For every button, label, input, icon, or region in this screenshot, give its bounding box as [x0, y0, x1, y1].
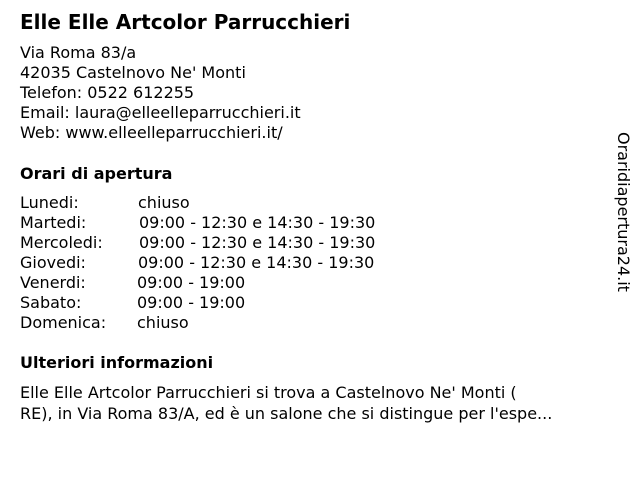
day-label: Giovedi:	[20, 253, 86, 272]
day-label: Venerdi:	[20, 273, 86, 292]
day-hours: chiuso	[138, 193, 190, 212]
day-hours: 09:00 - 19:00	[137, 293, 246, 312]
business-name: Elle Elle Artcolor Parrucchieri	[20, 10, 351, 34]
day-label: Lunedi:	[20, 193, 79, 212]
day-hours: chiuso	[137, 313, 189, 332]
day-label: Mercoledi:	[20, 233, 103, 252]
phone-number[interactable]: Telefon: 0522 612255	[20, 83, 195, 102]
address-street: Via Roma 83/a	[20, 43, 137, 62]
more-info-line: RE), in Via Roma 83/A, ed è un salone che si distingue per l'espe...	[20, 404, 553, 423]
opening-hours-heading: Orari di apertura	[20, 164, 173, 183]
day-hours: 09:00 - 12:30 e 14:30 - 19:30	[139, 233, 376, 252]
day-label: Domenica:	[20, 313, 107, 332]
day-label: Martedi:	[20, 213, 87, 232]
day-hours: 09:00 - 12:30 e 14:30 - 19:30	[138, 253, 375, 272]
day-hours: 09:00 - 12:30 e 14:30 - 19:30	[139, 213, 376, 232]
more-info-description	[20, 382, 620, 424]
site-watermark: Oraridiapertura24.it	[614, 132, 633, 292]
email-address[interactable]: Email: laura@elleelleparrucchieri.it	[20, 103, 301, 122]
more-info-heading: Ulteriori informazioni	[20, 353, 214, 372]
website-link[interactable]: Web: www.elleelleparrucchieri.it/	[20, 123, 283, 142]
address-city: 42035 Castelnovo Ne' Monti	[20, 63, 246, 82]
day-label: Sabato:	[20, 293, 82, 312]
day-hours: 09:00 - 19:00	[137, 273, 246, 292]
business-contact-block	[20, 43, 301, 143]
more-info-line: Elle Elle Artcolor Parrucchieri si trova a Castelnovo Ne' Monti (	[20, 383, 517, 402]
